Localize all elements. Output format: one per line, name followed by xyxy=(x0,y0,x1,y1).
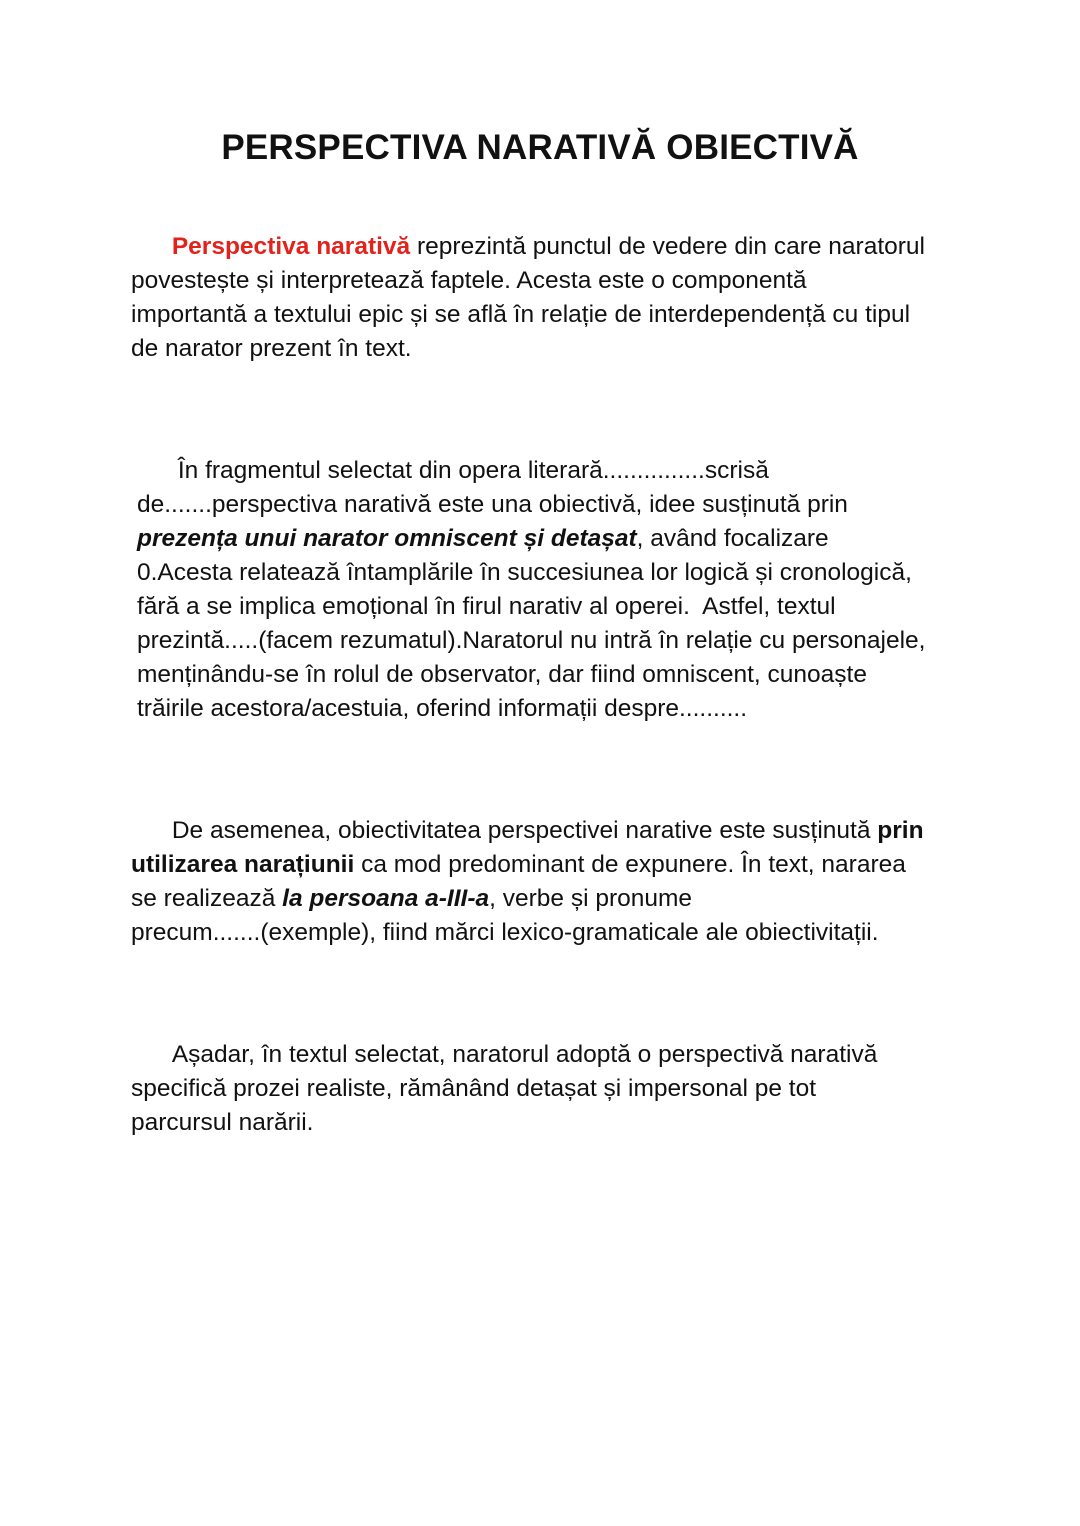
paragraph-definition xyxy=(131,196,961,400)
text-run: De asemenea, obiectivitatea perspectivei narative este susținută xyxy=(171,817,878,844)
paragraph-fragment xyxy=(131,420,961,760)
page-title: PERSPECTIVA NARATIVĂ OBIECTIVĂ xyxy=(221,128,859,167)
text-run: , având focalizare 0.Acesta relatează întamplările în succesiunea lor logică și cronologică, fără a se implica emoțional în firul narativ al operei. Astfel, textul prezintă.....(facem rezumatul).Naratorul nu intră în relație cu personajele, menținându-se în rolul de observator, dar fiind omniscent, cunoaște trăirile acestora/acestuia, oferind informații despre.......... xyxy=(137,525,926,722)
text-run: În fragmentul selectat din opera literară...............scrisă de.......perspectiva narativă este una obiectivă, idee susținută prin xyxy=(137,457,848,518)
bold-run: prin utilizarea narațiunii xyxy=(131,817,924,878)
text-run: reprezintă punctul de vedere din care naratorul povestește și interpretează faptele. Acesta este o componentă importantă a textului epic și se află în relație de interdependență cu tipul de narator prezent în text. xyxy=(131,233,925,362)
text-run: ca mod predominant de expunere. În text, nararea se realizează xyxy=(131,851,906,912)
paragraph-naration xyxy=(131,780,961,984)
term-highlight: Perspectiva narativă xyxy=(171,233,411,260)
paragraph-conclusion xyxy=(131,1004,961,1174)
emphasis-run: prezența unui narator omniscent și detașat xyxy=(137,525,637,552)
text-run: , verbe și pronume precum.......(exemple), fiind mărci lexico-gramaticale ale obiectivitații. xyxy=(131,885,879,946)
document-body xyxy=(131,196,961,1194)
text-run: Așadar, în textul selectat, naratorul adoptă o perspectivă narativă specifică prozei realiste, rămânând detașat și impersonal pe tot parcursul narării. xyxy=(131,1041,878,1136)
emphasis-run: la persoana a-III-a xyxy=(282,885,490,912)
